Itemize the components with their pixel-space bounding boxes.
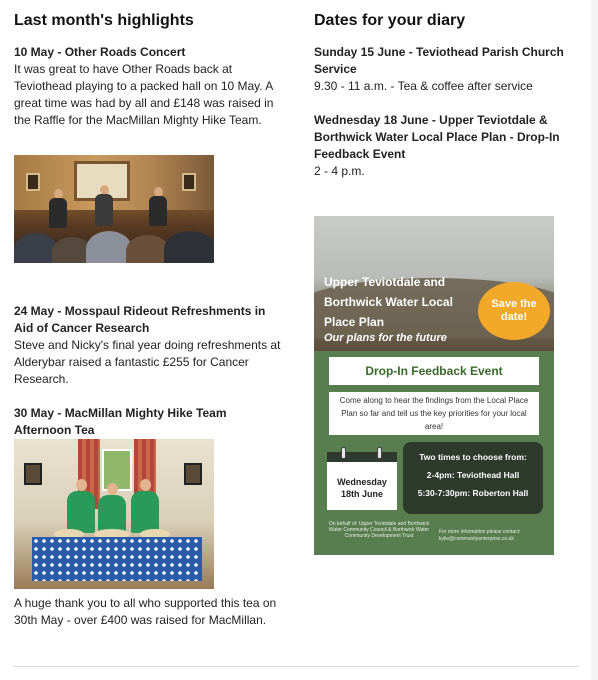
poster-title: Upper Teviotdale and Borthwick Water Local Place Plan xyxy=(324,275,453,329)
times-heading: Two times to choose from: xyxy=(419,452,527,462)
event-title: Wednesday 18 June - Upper Teviotdale & Borthwick Water Local Place Plan - Drop-In Feedback Event xyxy=(314,113,560,161)
highlight-tea xyxy=(14,405,284,439)
poster-footer-right: For more information please contact: kylie@communityenterprise.co.uk xyxy=(439,529,521,542)
highlight-rideout xyxy=(14,303,284,388)
diary-column xyxy=(314,12,584,555)
event-church-service xyxy=(314,44,584,95)
highlight-text: Steve and Nicky's final year doing refreshments at Alderybar raised a fantastic £255 for Cancer Research. xyxy=(14,338,281,386)
event-title: Sunday 15 June - Teviothead Parish Church Service xyxy=(314,45,564,76)
section-divider xyxy=(14,666,578,667)
highlight-concert xyxy=(14,44,284,129)
poster-footer-left: On behalf of: Upper Teviotdale and Borthwick Water Community Council & Borthwick Water Community Development Trust xyxy=(328,521,430,539)
page-edge xyxy=(591,0,598,680)
highlights-heading: Last month's highlights xyxy=(14,12,194,29)
save-the-date-badge: Save the date! xyxy=(478,282,550,340)
poster-description: Come along to hear the findings from the Local Place Plan so far and tell us the key priorities for your local area! xyxy=(329,392,539,435)
diary-heading: Dates for your diary xyxy=(314,12,466,29)
highlight-title: 10 May - Other Roads Concert xyxy=(14,45,186,59)
poster-date: Wednesday 18th June xyxy=(337,477,387,499)
highlight-title: 24 May - Mosspaul Rideout Refreshments in Aid of Cancer Research xyxy=(14,304,266,335)
event-place-plan xyxy=(314,112,584,180)
highlights-column xyxy=(14,12,284,629)
highlight-text: A huge thank you to all who supported this tea on 30th May - over £400 was raised for MacMillan. xyxy=(14,596,277,627)
event-detail: 9.30 - 11 a.m. - Tea & coffee after service xyxy=(314,79,533,93)
time-slot-1: 2-4pm: Teviothead Hall xyxy=(426,470,520,480)
tea-photo xyxy=(14,439,214,589)
event-detail: 2 - 4 p.m. xyxy=(314,164,365,178)
poster-banner: Drop-In Feedback Event xyxy=(329,357,539,385)
poster-times xyxy=(403,442,543,514)
place-plan-poster xyxy=(314,216,554,555)
highlight-text: It was great to have Other Roads back at Teviothead playing to a packed hall on 10 May. A great time was had by all and £148 was raised in the Raffle for the MacMillan Mighty Hike Team. xyxy=(14,62,274,127)
poster-subtitle: Our plans for the future xyxy=(324,332,447,344)
highlight-title: 30 May - MacMillan Mighty Hike Team Afternoon Tea xyxy=(14,406,227,437)
time-slot-2: 5:30-7:30pm: Roberton Hall xyxy=(417,488,529,498)
calendar-icon xyxy=(327,452,397,510)
concert-photo xyxy=(14,155,214,263)
